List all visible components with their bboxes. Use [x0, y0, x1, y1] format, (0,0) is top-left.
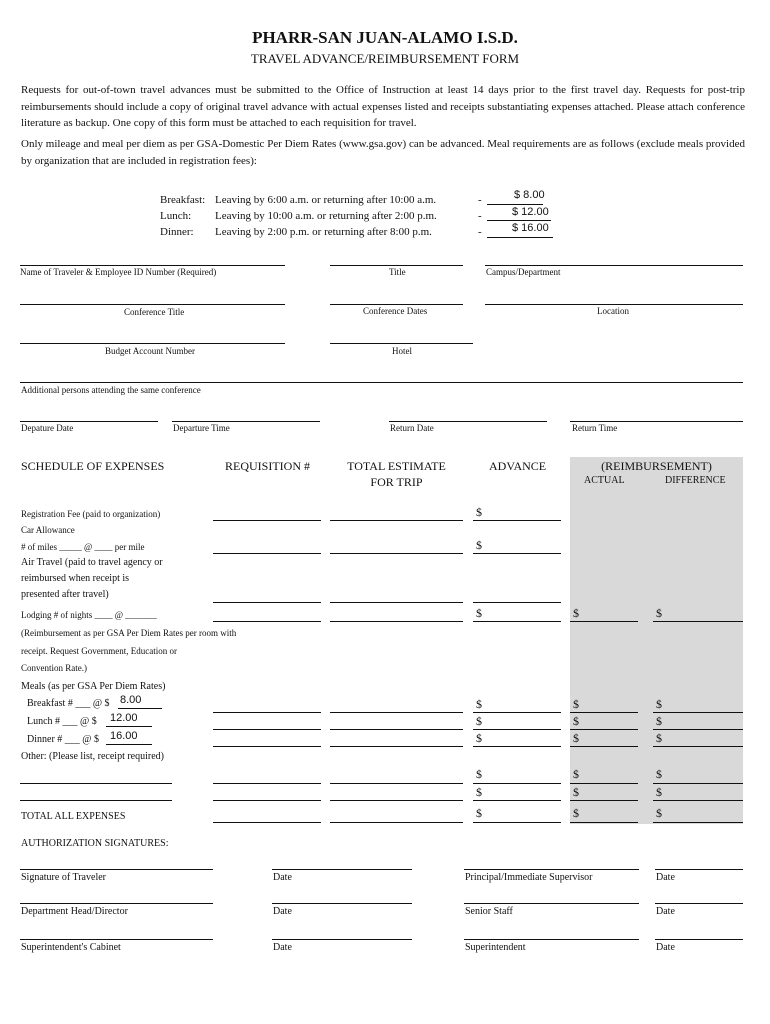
conference-dates-label: Conference Dates	[363, 306, 428, 316]
meal-rule-breakfast-text: Leaving by 6:00 a.m. or returning after 10:00 a.m.	[215, 194, 437, 206]
breakfast-requisition-field[interactable]	[213, 712, 321, 713]
car-advance-field[interactable]	[473, 553, 561, 554]
total-label: TOTAL ALL EXPENSES	[21, 811, 126, 822]
departure-time-field[interactable]	[172, 421, 320, 422]
lunch-advance-dollar: $	[476, 714, 482, 728]
date-label: Date	[273, 942, 292, 953]
reimbursement-header: (REIMBURSEMENT)	[601, 459, 712, 473]
traveler-signature-label: Signature of Traveler	[21, 872, 106, 883]
form-subtitle: TRAVEL ADVANCE/REIMBURSEMENT FORM	[250, 51, 520, 66]
return-date-field[interactable]	[389, 421, 547, 422]
date-label: Date	[273, 872, 292, 883]
car-total-field[interactable]	[330, 553, 463, 554]
other-item-2-field[interactable]	[20, 800, 172, 801]
departure-time-label: Departure Time	[173, 423, 230, 433]
lodging-label: Lodging # of nights ____ @ _______	[21, 610, 157, 620]
other-2-requisition-field[interactable]	[213, 800, 321, 801]
return-time-label: Return Time	[572, 423, 618, 433]
lunch-label: Lunch # ___ @ $	[27, 716, 97, 727]
return-time-field[interactable]	[570, 421, 743, 422]
dinner-total-field[interactable]	[330, 746, 463, 747]
registration-advance-field[interactable]	[473, 520, 561, 521]
difference-header: DIFFERENCE	[665, 475, 726, 486]
total-advance-dollar: $	[476, 806, 482, 820]
lodging-advance-dollar: $	[476, 606, 482, 620]
total-estimate-header: TOTAL ESTIMATE	[347, 459, 446, 473]
meal-rule-dash: -	[478, 194, 482, 206]
hotel-field[interactable]	[330, 343, 473, 344]
meals-header: Meals (as per GSA Per Diem Rates)	[21, 681, 166, 692]
other-2-difference-field[interactable]	[653, 800, 743, 801]
total-requisition-field[interactable]	[213, 822, 321, 823]
total-estimate-header-2: FOR TRIP	[370, 475, 423, 489]
superintendent-signature-field[interactable]	[464, 939, 639, 940]
campus-field[interactable]	[485, 265, 743, 266]
lunch-difference-dollar: $	[656, 714, 662, 728]
lunch-actual-dollar: $	[573, 714, 579, 728]
total-advance-field[interactable]	[473, 822, 561, 823]
total-actual-dollar: $	[573, 806, 579, 820]
registration-total-field[interactable]	[330, 520, 463, 521]
breakfast-difference-dollar: $	[656, 697, 662, 711]
title-label: Title	[389, 267, 406, 277]
car-requisition-field[interactable]	[213, 553, 321, 554]
dinner-label: Dinner # ___ @ $	[27, 734, 99, 745]
dinner-difference-field[interactable]	[653, 746, 743, 747]
location-label: Location	[597, 306, 629, 316]
breakfast-total-field[interactable]	[330, 712, 463, 713]
meal-rule-breakfast-label: Breakfast:	[160, 194, 206, 206]
other-2-advance-dollar: $	[476, 785, 482, 799]
traveler-name-field[interactable]	[20, 265, 285, 266]
intro-paragraph-1: Requests for out-of-town travel advances must be submitted to the Office of Instruction at least 14 days prior to the first travel day. Requests for post-trip reimbursements should include a copy of original travel advance with actual expenses listed and receipts substantiating expenses attached. Please attach conference literature as backup. One copy of this form must be attached to each requisition for travel.	[21, 84, 745, 129]
budget-account-label: Budget Account Number	[105, 346, 195, 356]
other-1-total-field[interactable]	[330, 783, 463, 784]
dinner-rate[interactable]: 16.00	[110, 730, 138, 742]
breakfast-actual-dollar: $	[573, 697, 579, 711]
registration-requisition-field[interactable]	[213, 520, 321, 521]
additional-persons-field[interactable]	[20, 382, 743, 383]
registration-label: Registration Fee (paid to organization)	[21, 509, 161, 519]
air-requisition-field[interactable]	[213, 602, 321, 603]
other-2-total-field[interactable]	[330, 800, 463, 801]
cabinet-date-field[interactable]	[272, 939, 412, 940]
meal-rule-dinner-label: Dinner:	[160, 226, 194, 238]
other-label: Other: (Please list, receipt required)	[21, 751, 164, 762]
other-2-advance-field[interactable]	[473, 800, 561, 801]
dept-head-date-field[interactable]	[272, 903, 412, 904]
breakfast-label: Breakfast # ___ @ $	[27, 698, 110, 709]
intro-paragraph-2: Only mileage and meal per diem as per GSA-Domestic Per Diem Rates (www.gsa.gov) can be advanced. Meal requirements are as follows (exclude meals provided by organization that are included in registration fees):	[21, 138, 745, 167]
principal-signature-label: Principal/Immediate Supervisor	[465, 872, 593, 883]
lodging-note-1: (Reimbursement as per GSA Per Diem Rates per room with	[21, 628, 237, 638]
lodging-requisition-field[interactable]	[213, 621, 321, 622]
lodging-note-3: Convention Rate.)	[21, 663, 87, 673]
title-field[interactable]	[330, 265, 463, 266]
air-travel-label-3: presented after travel)	[21, 589, 109, 600]
principal-signature-field[interactable]	[464, 869, 639, 870]
location-field[interactable]	[485, 304, 743, 305]
traveler-signature-field[interactable]	[20, 869, 213, 870]
registration-advance-dollar: $	[476, 505, 482, 519]
lunch-actual-field[interactable]	[570, 729, 638, 730]
other-1-actual-field[interactable]	[570, 783, 638, 784]
other-1-difference-dollar: $	[656, 767, 662, 781]
conference-dates-field[interactable]	[330, 304, 463, 305]
lunch-difference-field[interactable]	[653, 729, 743, 730]
return-date-label: Return Date	[390, 423, 434, 433]
dinner-actual-field[interactable]	[570, 746, 638, 747]
car-advance-dollar: $	[476, 538, 482, 552]
meal-rule-dinner-text: Leaving by 2:00 p.m. or returning after 8:00 p.m.	[215, 226, 432, 238]
dinner-actual-dollar: $	[573, 731, 579, 745]
traveler-name-label: Name of Traveler & Employee ID Number (Required)	[20, 267, 217, 277]
conference-title-field[interactable]	[20, 304, 285, 305]
budget-account-field[interactable]	[20, 343, 285, 344]
date-label: Date	[656, 942, 675, 953]
additional-persons-label: Additional persons attending the same conference	[21, 385, 201, 395]
meal-rate-lunch[interactable]: $ 12.00	[512, 206, 549, 218]
other-1-advance-dollar: $	[476, 767, 482, 781]
air-total-field[interactable]	[330, 602, 463, 603]
lunch-advance-field[interactable]	[473, 729, 561, 730]
breakfast-advance-field[interactable]	[473, 712, 561, 713]
air-travel-label-2: reimbursed when receipt is	[21, 573, 130, 584]
superintendent-date-field[interactable]	[655, 939, 743, 940]
other-item-1-field[interactable]	[20, 783, 172, 784]
breakfast-difference-field[interactable]	[653, 712, 743, 713]
breakfast-rate[interactable]: 8.00	[120, 694, 142, 706]
total-difference-field[interactable]	[653, 822, 743, 823]
meal-rate-breakfast[interactable]: $ 8.00	[514, 189, 545, 201]
meal-rule-lunch-label: Lunch:	[160, 210, 192, 222]
lodging-total-field[interactable]	[330, 621, 463, 622]
senior-staff-signature-field[interactable]	[464, 903, 639, 904]
departure-date-label: Depature Date	[21, 423, 74, 433]
other-1-difference-field[interactable]	[653, 783, 743, 784]
dinner-advance-field[interactable]	[473, 746, 561, 747]
senior-staff-signature-label: Senior Staff	[465, 906, 513, 917]
total-difference-dollar: $	[656, 806, 662, 820]
total-estimate-field[interactable]	[330, 822, 463, 823]
air-advance-field[interactable]	[473, 602, 561, 603]
lodging-difference-dollar: $	[656, 606, 662, 620]
superintendent-signature-label: Superintendent	[465, 942, 526, 953]
other-2-difference-dollar: $	[656, 785, 662, 799]
meal-rule-dash: -	[478, 226, 482, 238]
other-1-requisition-field[interactable]	[213, 783, 321, 784]
conference-title-label: Conference Title	[124, 307, 185, 317]
lodging-note-2: receipt. Request Government, Education or	[21, 646, 177, 656]
air-travel-label: Air Travel (paid to travel agency or	[21, 557, 163, 568]
lunch-rate[interactable]: 12.00	[110, 712, 138, 724]
lodging-advance-field[interactable]	[473, 621, 561, 622]
lunch-total-field[interactable]	[330, 729, 463, 730]
hotel-label: Hotel	[392, 346, 412, 356]
date-label: Date	[656, 906, 675, 917]
miles-label: # of miles _____ @ ____ per mile	[21, 542, 145, 552]
campus-label: Campus/Department	[486, 267, 561, 277]
traveler-date-field[interactable]	[272, 869, 412, 870]
actual-header: ACTUAL	[584, 475, 625, 486]
dept-head-signature-field[interactable]	[20, 903, 213, 904]
breakfast-actual-field[interactable]	[570, 712, 638, 713]
meal-rule-dash: -	[478, 210, 482, 222]
principal-date-field[interactable]	[655, 869, 743, 870]
dinner-requisition-field[interactable]	[213, 746, 321, 747]
dinner-difference-dollar: $	[656, 731, 662, 745]
lodging-difference-field[interactable]	[653, 621, 743, 622]
cabinet-signature-field[interactable]	[20, 939, 213, 940]
meal-rate-dinner[interactable]: $ 16.00	[512, 222, 549, 234]
meal-rule-lunch-text: Leaving by 10:00 a.m. or returning after 2:00 p.m.	[215, 210, 437, 222]
requisition-header: REQUISITION #	[225, 459, 310, 473]
total-actual-field[interactable]	[570, 822, 638, 823]
dinner-advance-dollar: $	[476, 731, 482, 745]
schedule-header: SCHEDULE OF EXPENSES	[21, 459, 165, 473]
date-label: Date	[273, 906, 292, 917]
signatures-header: AUTHORIZATION SIGNATURES:	[21, 838, 169, 849]
advance-header: ADVANCE	[489, 459, 547, 473]
other-1-actual-dollar: $	[573, 767, 579, 781]
other-1-advance-field[interactable]	[473, 783, 561, 784]
lunch-requisition-field[interactable]	[213, 729, 321, 730]
senior-staff-date-field[interactable]	[655, 903, 743, 904]
other-2-actual-dollar: $	[573, 785, 579, 799]
cabinet-signature-label: Superintendent's Cabinet	[21, 942, 121, 953]
lodging-actual-dollar: $	[573, 606, 579, 620]
departure-date-field[interactable]	[20, 421, 158, 422]
dept-head-signature-label: Department Head/Director	[21, 906, 128, 917]
lodging-actual-field[interactable]	[570, 621, 638, 622]
other-2-actual-field[interactable]	[570, 800, 638, 801]
form-title: PHARR-SAN JUAN-ALAMO I.S.D.	[252, 28, 518, 47]
date-label: Date	[656, 872, 675, 883]
breakfast-advance-dollar: $	[476, 697, 482, 711]
car-allowance-label: Car Allowance	[21, 525, 75, 535]
